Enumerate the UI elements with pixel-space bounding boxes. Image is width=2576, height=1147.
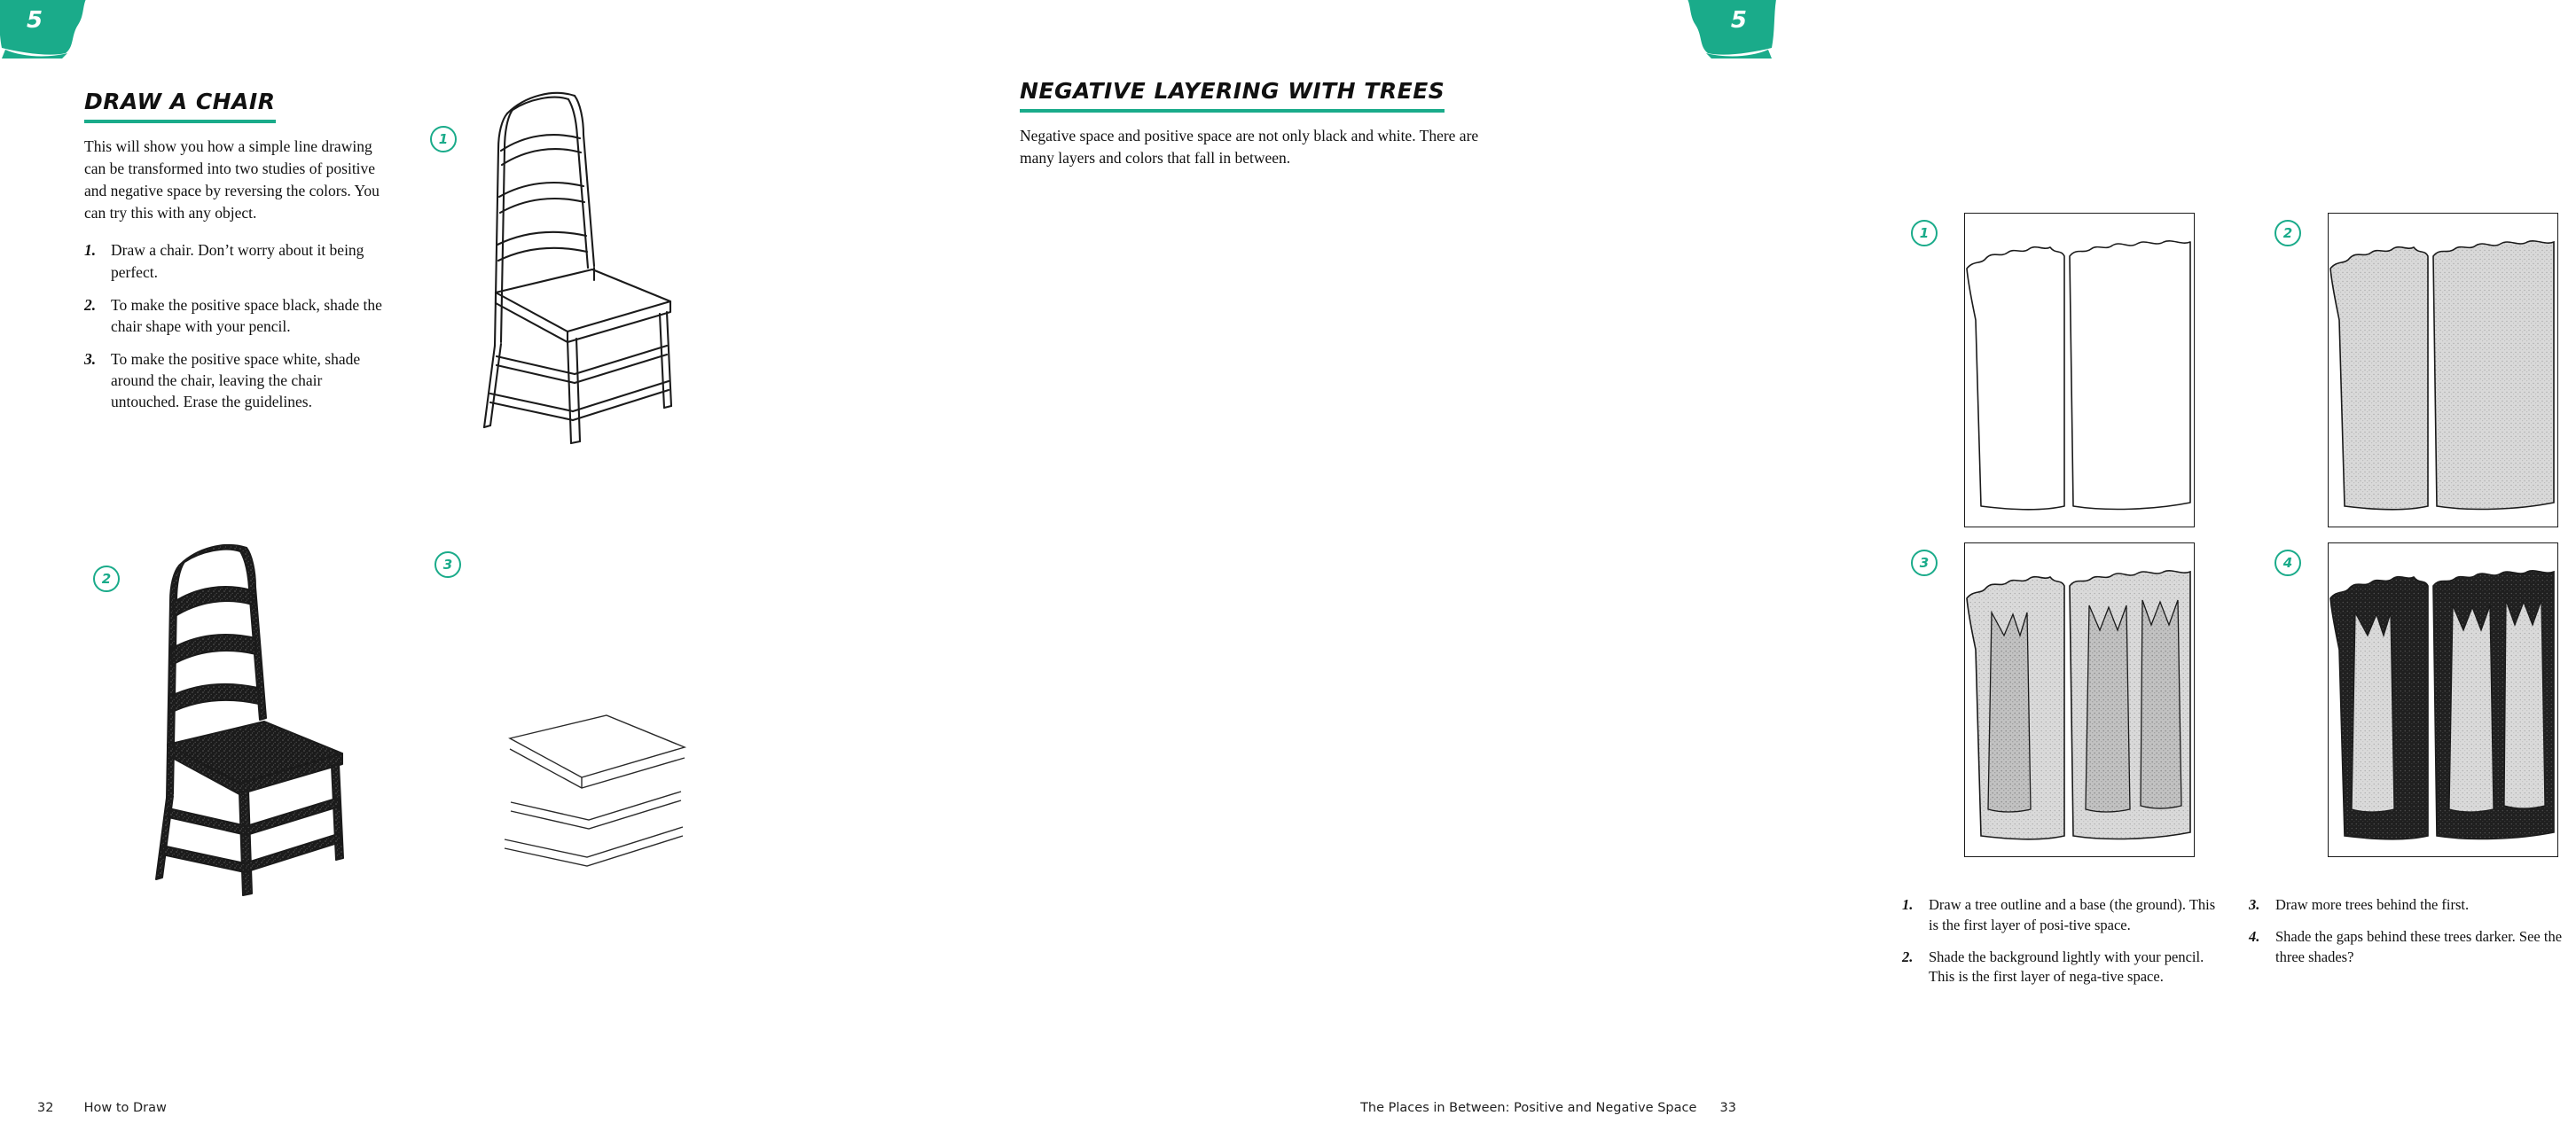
figure-badge-2: 2 (93, 566, 120, 592)
panel-badge-3: 3 (1911, 550, 1938, 576)
step-text: To make the positive space black, shade the chair shape with your pencil. (111, 295, 382, 335)
footer-label: How to Draw (83, 1101, 167, 1115)
step-marker: 2. (84, 295, 97, 314)
list-item (2249, 927, 2564, 968)
step-text: Draw a tree outline and a base (the ground). This is the first layer of posi-tive space. (1929, 896, 2216, 933)
right-page (887, 0, 2563, 1147)
figure-badge-1: 1 (430, 126, 457, 152)
panel-badge-1: 1 (1911, 220, 1938, 246)
step-text: To make the positive space white, shade around the chair, leaving the chair untouched. Erase the guidelines. (111, 349, 361, 411)
footer-right (1360, 1101, 1736, 1115)
tree-panel-outline (1964, 213, 2195, 527)
footer-label: The Places in Between: Positive and Negative Space (1360, 1101, 1697, 1115)
corner-number-left: 5 (27, 7, 43, 34)
tree-panel-dark-gaps (2328, 542, 2558, 857)
panel-badge-4: 4 (2275, 550, 2301, 576)
tree-steps (1902, 895, 2576, 999)
tree-panel-more-trees (1964, 542, 2195, 857)
list-item (1902, 948, 2217, 988)
chair-positive-black-svg (133, 532, 417, 913)
chair-positive-black (133, 532, 417, 913)
list-item (1902, 895, 2217, 936)
list-item (2249, 895, 2564, 916)
panel-badge-2: 2 (2275, 220, 2301, 246)
tree-panel-light-shade-svg (2329, 214, 2557, 527)
step-text: Shade the background lightly with your pencil. This is the first layer of nega-tive space. (1929, 948, 2204, 986)
left-page (0, 0, 887, 1147)
step-marker: 4. (2249, 927, 2260, 945)
intro-paragraph: This will show you how a simple line drawing can be transformed into two studies of positive and negative space by reversing the colors. You can try this with any object. (84, 137, 380, 222)
step-marker: 1. (1902, 896, 1914, 913)
list-item (84, 348, 386, 412)
tree-panel-more-trees-svg (1965, 543, 2194, 856)
chair-line-drawing (461, 80, 745, 461)
intro-paragraph: Negative space and positive space are not only black and white. There are many layers and colors that fall in between. (1020, 127, 1479, 167)
step-marker: 3. (2249, 896, 2260, 913)
step-text: Draw a chair. Don’t worry about it being perfect. (111, 241, 364, 281)
step-marker: 2. (1902, 948, 1914, 965)
figure-badge-3: 3 (435, 551, 461, 578)
tree-steps-left-column (1902, 895, 2217, 999)
page-number: 33 (1719, 1101, 1736, 1115)
step-text: Shade the gaps behind these trees darker. See the three shades? (2275, 927, 2563, 965)
tree-panel-dark-gaps-svg (2329, 543, 2557, 856)
footer-left (37, 1101, 167, 1115)
list-item (84, 294, 386, 337)
step-marker: 1. (84, 241, 97, 260)
chair-line-drawing-svg (461, 80, 745, 461)
chair-negative-white-svg (468, 483, 761, 917)
tree-steps-right-column (2249, 895, 2564, 999)
tree-panel-outline-svg (1965, 214, 2194, 527)
chair-negative-white (468, 483, 761, 917)
tree-panel-light-shade (2328, 213, 2558, 527)
steps-list (84, 239, 386, 412)
page-title: NEGATIVE LAYERING WITH TREES (1020, 78, 1445, 113)
page-number: 32 (37, 1101, 54, 1115)
corner-number-right: 5 (1730, 7, 1747, 34)
list-item (84, 239, 386, 282)
page-title: DRAW A CHAIR (84, 89, 276, 123)
step-text: Draw more trees behind the first. (2275, 896, 2470, 913)
step-marker: 3. (84, 349, 97, 368)
